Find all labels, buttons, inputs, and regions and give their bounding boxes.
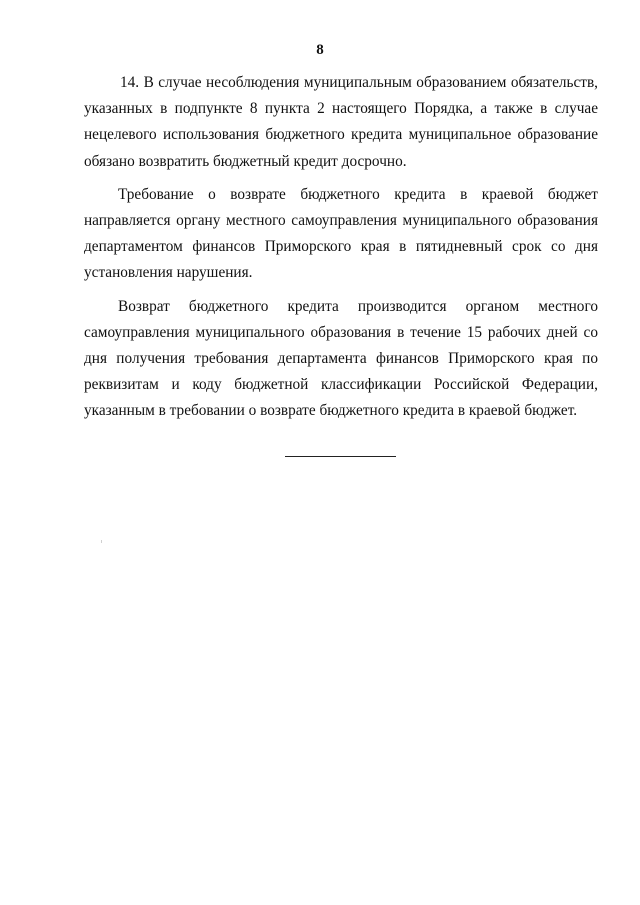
scan-speck [101, 540, 102, 543]
document-body [84, 70, 598, 432]
end-separator-line [285, 456, 396, 457]
paragraph-early-repayment: 14. В случае несоблюдения муниципальным образованием обязательств, указанных в подпункте 8 пункта 2 настоящего Порядка, а также в случае нецелевого использования бюджетного кредита муниципальное образование обязано возвратить бюджетный кредит досрочно. [84, 74, 598, 170]
page-number: 8 [316, 42, 324, 58]
paragraph-repayment-procedure: Возврат бюджетного кредита производится органом местного самоуправления муниципального образования в течение 15 рабочих дней со дня получения требования департамента финансов Приморского края по реквизитам и коду бюджетной классификации Российской Федерации, указанным в требовании о возврате бюджетного кредита в краевой бюджет. [84, 297, 598, 420]
paragraph-repayment-demand: Требование о возврате бюджетного кредита в краевой бюджет направляется органу местного самоуправления муниципального образования департаментом финансов Приморского края в пятидневный срок со дня установления нарушения. [84, 185, 598, 282]
